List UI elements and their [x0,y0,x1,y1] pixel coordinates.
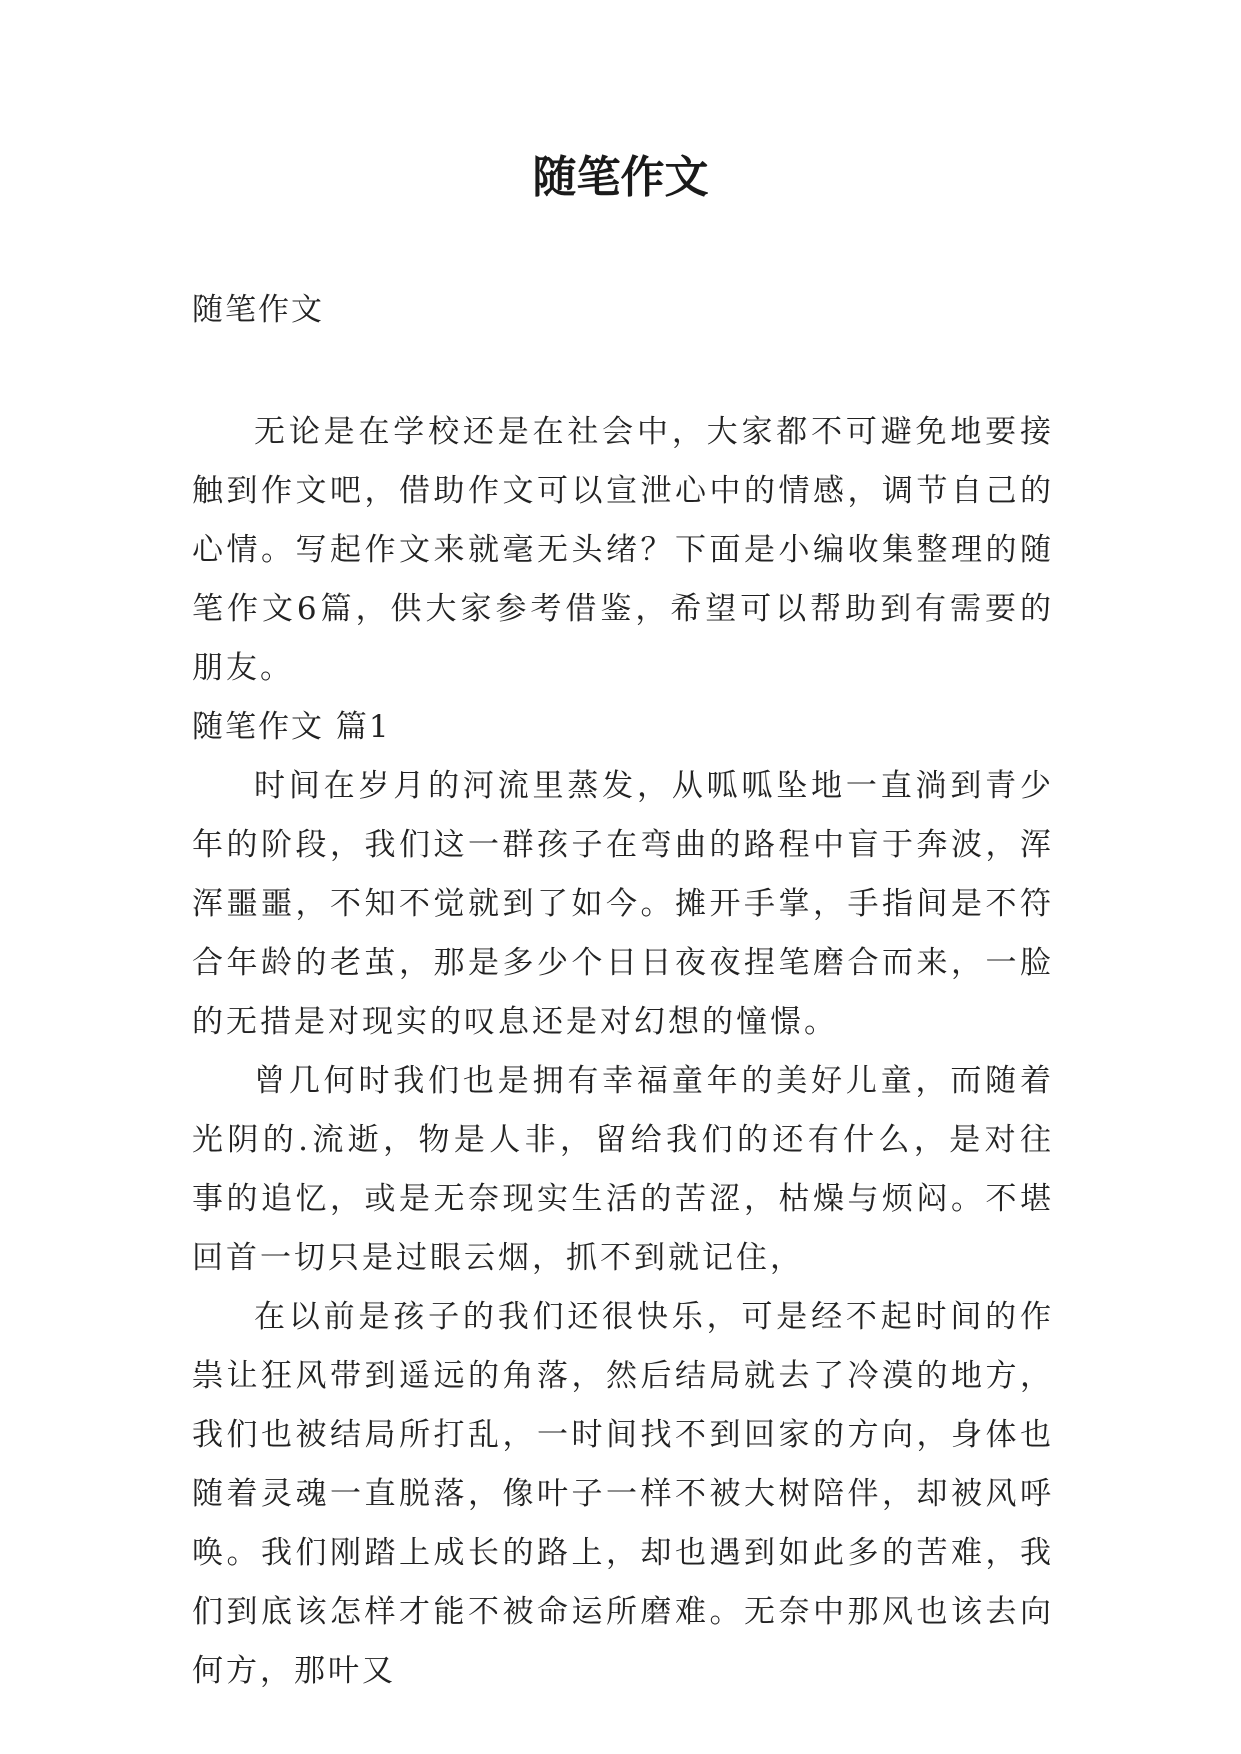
body-paragraph-1: 时间在岁月的河流里蒸发，从呱呱坠地一直淌到青少年的阶段，我们这一群孩子在弯曲的路程中盲于奔波，浑浑噩噩，不知不觉就到了如今。摊开手掌，手指间是不符合年龄的老茧，那是多少个日日夜夜捏笔磨合而来，一脸的无措是对现实的叹息还是对幻想的憧憬。 [192,768,1054,1040]
body-paragraph-3: 在以前是孩子的我们还很快乐，可是经不起时间的作祟让狂风带到遥远的角落，然后结局就去了冷漠的地方，我们也被结局所打乱，一时间找不到回家的方向，身体也随着灵魂一直脱落，像叶子一样不被大树陪伴，却被风呼唤。我们刚踏上成长的路上，却也遇到如此多的苦难，我们到底该怎样才能不被命运所磨难。无奈中那风也该去向何方，那叶又 [192,1299,1054,1689]
body-paragraph-2: 曾几何时我们也是拥有幸福童年的美好儿童，而随着光阴的.流逝，物是人非，留给我们的还有什么，是对往事的追忆，或是无奈现实生活的苦涩，枯燥与烦闷。不堪回首一切只是过眼云烟，抓不到就记住， [192,1063,1054,1276]
intro-paragraph: 无论是在学校还是在社会中，大家都不可避免地要接触到作文吧，借助作文可以宣泄心中的情感，调节自己的心情。写起作文来就毫无头绪？下面是小编收集整理的随笔作文6篇，供大家参考借鉴，希望可以帮助到有需要的朋友。 [192,414,1054,686]
document-title: 随笔作文 [532,152,709,203]
document-body [192,403,1054,1701]
section-heading: 随笔作文 篇1 [192,709,391,745]
document-subtitle: 随笔作文 [192,292,324,328]
